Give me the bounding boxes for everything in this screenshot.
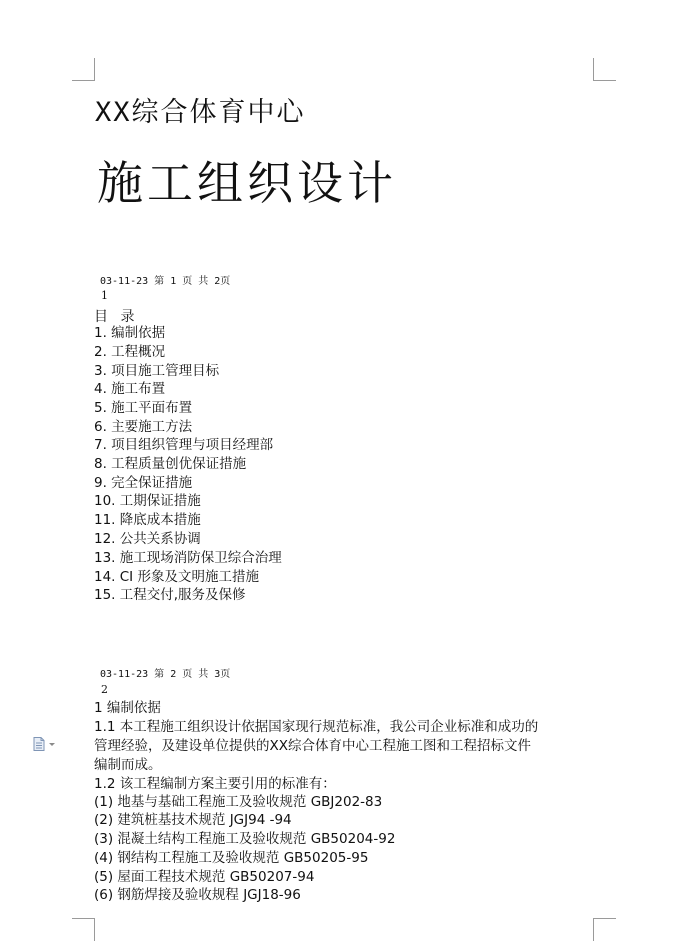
toc-item[interactable]: 14. CI 形象及文明施工措施 — [94, 569, 259, 585]
page-header: 03-11-23 第 1 页 共 2页 — [100, 276, 231, 287]
toc-title: 目 录 — [94, 309, 139, 325]
crop-mark-top-left — [72, 58, 95, 81]
toc-item[interactable]: 9. 完全保证措施 — [94, 475, 193, 491]
section-heading: 1 编制依据 — [94, 700, 161, 716]
document-subtitle: XX综合体育中心 — [95, 97, 306, 128]
paragraph-line: 1.1 本工程施工组织设计依据国家现行规范标准，我公司企业标准和成功的 — [94, 719, 539, 735]
standards-intro: 1.2 该工程编制方案主要引用的标准有： — [94, 776, 336, 792]
page-number: 2 — [101, 683, 108, 696]
toc-item[interactable]: 4. 施工布置 — [94, 381, 166, 397]
crop-mark-bottom-left — [72, 918, 95, 941]
crop-mark-top-right — [593, 58, 616, 81]
toc-item[interactable]: 1. 编制依据 — [94, 325, 166, 341]
page-number: 1 — [101, 289, 108, 302]
standard-item: (6) 钢筋焊接及验收规程 JGJ18-96 — [94, 887, 301, 903]
toc-item[interactable]: 3. 项目施工管理目标 — [94, 363, 220, 379]
toc-item[interactable]: 11. 降底成本措施 — [94, 512, 201, 528]
toc-item[interactable]: 2. 工程概况 — [94, 344, 166, 360]
paragraph-line: 管理经验，及建设单位提供的XX综合体育中心工程施工图和工程招标文件 — [94, 738, 531, 754]
toc-item[interactable]: 13. 施工现场消防保卫综合治理 — [94, 550, 282, 566]
document-title: 施工组织设计 — [97, 156, 397, 210]
toc-item[interactable]: 12. 公共关系协调 — [94, 531, 201, 547]
toc-item[interactable]: 10. 工期保证措施 — [94, 493, 201, 509]
crop-mark-bottom-right — [593, 918, 616, 941]
toc-item[interactable]: 15. 工程交付,服务及保修 — [94, 587, 246, 603]
standard-item: (2) 建筑桩基技术规范 JGJ94 -94 — [94, 812, 292, 828]
document-icon[interactable] — [33, 736, 59, 750]
toc-item[interactable]: 5. 施工平面布置 — [94, 400, 193, 416]
toc-item[interactable]: 7. 项目组织管理与项目经理部 — [94, 437, 274, 453]
standard-item: (1) 地基与基础工程施工及验收规范 GBJ202-83 — [94, 794, 383, 810]
paragraph-line: 编制而成。 — [94, 757, 162, 773]
standard-item: (5) 屋面工程技术规范 GB50207-94 — [94, 869, 315, 885]
page-header: 03-11-23 第 2 页 共 3页 — [100, 669, 231, 680]
standard-item: (4) 钢结构工程施工及验收规范 GB50205-95 — [94, 850, 369, 866]
standard-item: (3) 混凝土结构工程施工及验收规范 GB50204-92 — [94, 831, 396, 847]
toc-item[interactable]: 6. 主要施工方法 — [94, 419, 193, 435]
toc-item[interactable]: 8. 工程质量创优保证措施 — [94, 456, 247, 472]
